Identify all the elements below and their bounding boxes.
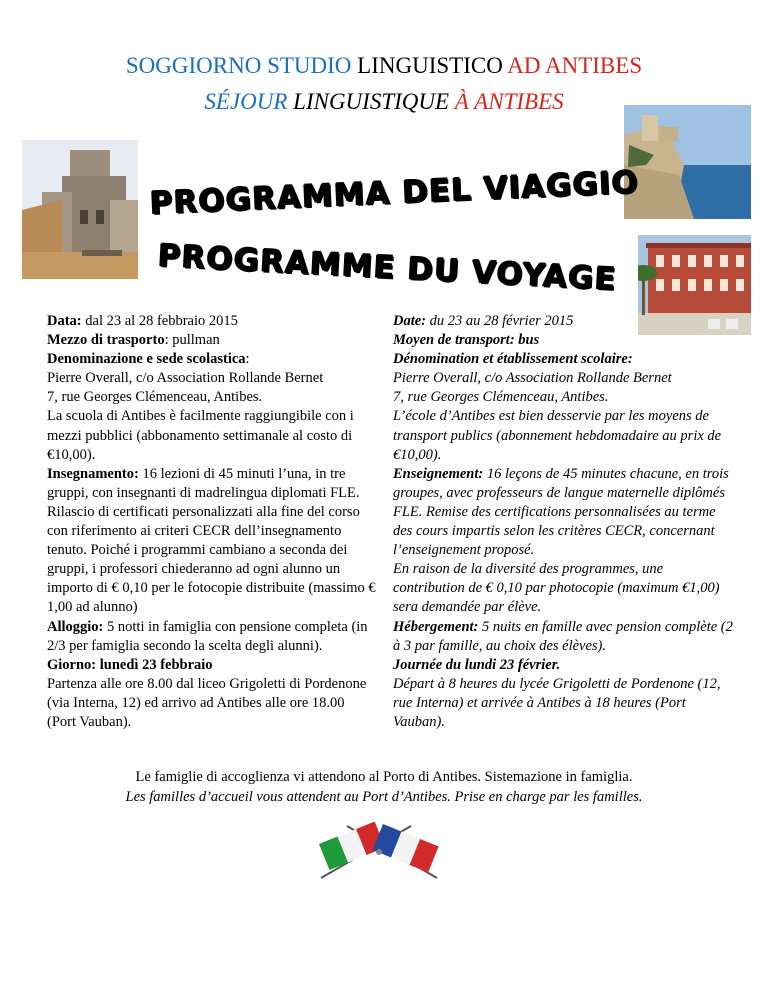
antibes-castle-photo [22, 140, 138, 279]
fr-school-line2: 7, rue Georges Clémenceau, Antibes. [393, 389, 609, 406]
title-italian [0, 52, 768, 80]
fr-transport-label: Moyen de transport: [393, 332, 515, 349]
it-school-value: : [245, 351, 250, 368]
crossed-flags-icon [313, 822, 445, 880]
title-french-part1: SÉJOUR [204, 89, 288, 114]
it-school-line1: Pierre Overall, c/o Association Rollande Bernet [47, 370, 324, 387]
fr-teaching [393, 465, 738, 560]
it-school-label: Denominazione e sede scolastica [47, 351, 246, 368]
fr-school-line1: Pierre Overall, c/o Association Rollande Bernet [393, 370, 672, 387]
fr-date-value: du 23 au 28 février 2015 [426, 313, 574, 329]
it-day-text: Partenza alle ore 8.00 dal liceo Grigoletti di Pordenone (via Interna, 12) ed arrivo ad Antibes alle ore 18.00 (Port Vauban). [47, 675, 367, 730]
title-french-part3: À ANTIBES [454, 89, 564, 114]
it-lodging-label: Alloggio: [47, 618, 104, 635]
footer-italian: Le famiglie di accoglienza vi attendono al Porto di Antibes. Sistemazione in famiglia. [135, 769, 633, 785]
fr-date-label: Date: [393, 313, 427, 329]
fr-transport-value: bus [514, 332, 540, 349]
footer-french: Les familles d’accueil vous attendent au Port d’Antibes. Prise en charge par les familles. [125, 789, 643, 805]
title-italian-part1: SOGGIORNO STUDIO [125, 53, 352, 78]
title-italian-part2: LINGUISTICO [351, 53, 508, 78]
fr-school [393, 350, 738, 369]
italian-column [47, 312, 377, 732]
fr-teaching-label: Enseignement: [393, 465, 484, 482]
it-date [47, 312, 377, 331]
it-teaching [47, 465, 377, 618]
it-transport-label: Mezzo di trasporto [47, 332, 165, 349]
it-date-value: dal 23 al 28 febbraio 2015 [81, 313, 238, 329]
title-french-part2: LINGUISTIQUE [287, 89, 455, 114]
it-teaching-value: 16 lezioni di 45 minuti l’una, in tre gruppi, con insegnanti di madrelingua diplomati FLE. Rilascio di certificati personalizzati alla fine del corso con riferimento ai criteri CECR dell’insegnamento tenuto. Poiché i programmi cambiano a seconda dei gruppi, i professori chiederanno ad ogni alunno un importo di € 0,10 per le fotocopie distribuite (massimo € 1,00 ad alunno) [47, 465, 376, 616]
program-title-italian: PROGRAMMA DEL VIAGGIO [149, 164, 640, 222]
fr-date [393, 312, 738, 331]
fr-day [393, 656, 738, 675]
it-lodging-value: 5 notti in famiglia con pensione completa (in 2/3 per famiglia secondo la scelta degli alunni). [47, 618, 368, 654]
it-transport-value: : pullman [164, 332, 220, 349]
fr-school-label: Dénomination et établissement scolaire: [393, 351, 633, 368]
title-italian-part3: AD ANTIBES [507, 53, 643, 78]
fr-teaching-value: 16 leçons de 45 minutes chacune, en trois groupes, avec professeurs de langue maternelle diplômés FLE. Remise des certifications personnalisées au terme des cours impartis selon les critères CECR, concernant l’enseignement proposé. [393, 465, 729, 559]
fr-day-text: Départ à 8 heures du lycée Grigoletti de Pordenone (12, rue Interna) et arrivée à Antibes à 18 heures (Port Vauban). [393, 675, 721, 730]
antibes-coast-photo [624, 105, 751, 219]
it-school-line2: 7, rue Georges Clémenceau, Antibes. [47, 389, 263, 406]
fr-lodging-label: Hébergement: [393, 618, 479, 635]
it-lodging [47, 618, 377, 656]
it-day [47, 656, 377, 675]
fr-teaching-extra: En raison de la diversité des programmes, une contribution de € 0,10 par photocopie (maximum €1,00) sera demandée par élève. [393, 561, 720, 616]
it-school [47, 350, 377, 369]
fr-day-label: Journée du lundi 23 février. [393, 656, 561, 673]
it-teaching-label: Insegnamento: [47, 465, 139, 482]
program-title-french: PROGRAMME DU VOYAGE [157, 238, 618, 299]
fr-lodging [393, 618, 738, 656]
it-transport [47, 331, 377, 350]
it-date-label: Data: [47, 313, 82, 329]
fr-transport [393, 331, 738, 350]
it-school-text: La scuola di Antibes è facilmente raggiungibile con i mezzi pubblici (abbonamento settimanale al costo di €10,00). [47, 408, 354, 463]
french-column [393, 312, 738, 732]
fr-school-text: L’école d’Antibes est bien desservie par les moyens de transport publics (abonnement hebdomadaire au prix de €10,00). [393, 408, 722, 463]
it-day-label: Giorno: lunedì 23 febbraio [47, 656, 213, 673]
fr-lodging-value: 5 nuits en famille avec pension complète (2 à 3 par famille, au choix des élèves). [393, 618, 733, 654]
